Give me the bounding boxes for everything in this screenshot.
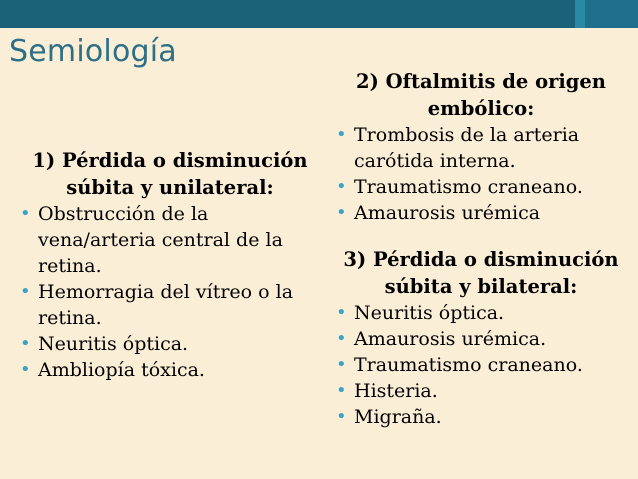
list-item xyxy=(20,357,320,383)
right-heading-line: embólico: xyxy=(427,97,535,120)
right-heading-line: 2) Oftalmitis de origen xyxy=(356,70,606,93)
list-item-line: • Amaurosis urémica xyxy=(354,202,541,224)
list-item xyxy=(336,200,626,226)
list-item-line: retina. xyxy=(38,255,102,277)
list-item-line: • Obstrucción de la xyxy=(38,203,209,225)
right-bottom-list xyxy=(336,300,626,430)
list-item xyxy=(336,352,626,378)
list-item-line: • Trombosis de la arteria xyxy=(354,124,580,146)
left-column xyxy=(20,147,320,383)
left-heading-line: 1) Pérdida o disminución xyxy=(32,149,308,172)
list-item xyxy=(20,201,320,279)
list-item-line: • Ambliopía tóxica. xyxy=(38,359,205,381)
list-item-line: • Neuritis óptica. xyxy=(354,302,505,324)
list-item-line: • Hemorragia del vítreo o la xyxy=(38,281,294,303)
right-bottom-heading xyxy=(336,246,626,300)
list-item-line: vena/arteria central de la xyxy=(38,229,283,251)
header-band-segment xyxy=(585,0,638,28)
left-heading xyxy=(20,147,320,201)
list-item xyxy=(336,404,626,430)
right-heading-line: 3) Pérdida o disminución xyxy=(343,248,619,271)
list-item xyxy=(336,122,626,174)
list-item-line: • Traumatismo craneano. xyxy=(354,354,583,376)
list-item xyxy=(20,279,320,331)
right-top-list xyxy=(336,122,626,226)
left-heading-line: súbita y unilateral: xyxy=(66,176,274,199)
right-top-heading xyxy=(336,68,626,122)
list-item-line: • Histeria. xyxy=(354,380,438,402)
list-item-line: • Traumatismo craneano. xyxy=(354,176,583,198)
right-column xyxy=(336,68,626,430)
header-band-segment xyxy=(0,0,575,28)
right-heading-line: súbita y bilateral: xyxy=(384,275,578,298)
list-item xyxy=(336,378,626,404)
list-item-line: carótida interna. xyxy=(354,150,516,172)
slide-title: Semiología xyxy=(9,34,177,69)
list-item xyxy=(20,331,320,357)
list-item-line: • Migraña. xyxy=(354,406,442,428)
header-band xyxy=(0,0,638,28)
list-item xyxy=(336,174,626,200)
list-item xyxy=(336,326,626,352)
list-item-line: retina. xyxy=(38,307,102,329)
header-band-segment xyxy=(575,0,585,28)
list-item-line: • Amaurosis urémica. xyxy=(354,328,547,350)
list-item xyxy=(336,300,626,326)
list-item-line: • Neuritis óptica. xyxy=(38,333,189,355)
left-list xyxy=(20,201,320,383)
